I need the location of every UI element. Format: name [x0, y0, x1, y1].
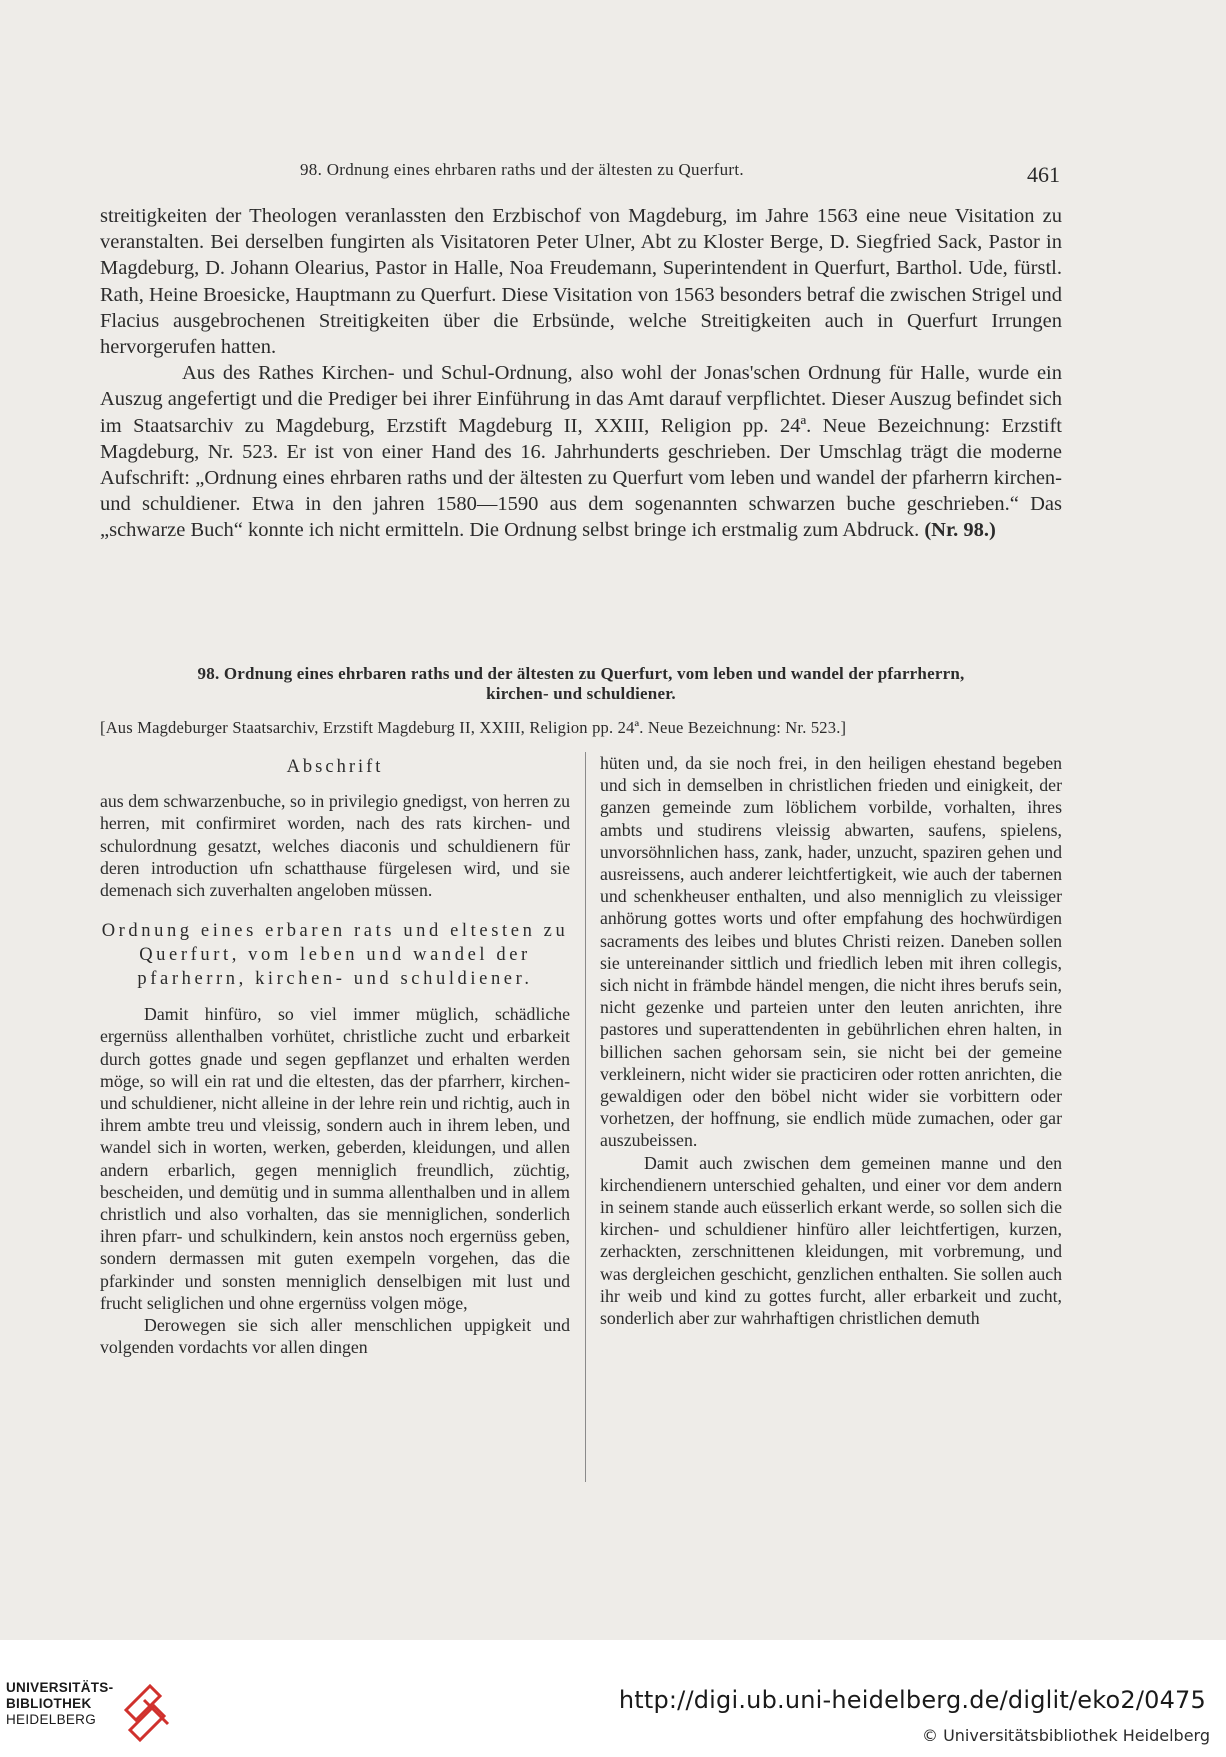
running-title: 98. Ordnung eines ehrbaren raths und der ältesten zu Querfurt. [300, 160, 744, 179]
intro-paragraph-2 [100, 360, 1062, 543]
intro-text [100, 203, 1062, 544]
left-paragraph-2: Damit hinfüro, so viel immer müglich, schädliche ergernüss allenthalben vorhütet, christliche zucht und erbarkeit durch gottes gnade und segen gepflanzet und erhalten werden möge, so will ein rat und die eltesten, das der pfarrherr, kirchen- und schuldiener, nicht alleine in der lehre rein und richtig, auch in ihrem ambte treu und vleissig, sondern auch in ihrem leben, und wandel sich in worten, werken, geberden, kleidungen, und allen andern erbarlich, gegen menniglich freundlich, züchtig, bescheiden, und demütig und in summa allenthalben und in allem christlich und also vorhalten, das sie menniglichen, sonderlich ihren pfarr- und schulkindern, kein anstos noch ergernüss geben, sondern dermassen mit guten exempeln vorgehen, das die pfarkinder und sonsten menniglich denselbigen mit lust und frucht seliglichen und ohne ergernüss volgen möge, [100, 1004, 570, 1313]
ordnung-title: Ordnung eines erbaren rats und eltesten zu Querfurt, vom leben und wandel der pfarherrn, kirchen- und schuldiener. [101, 921, 569, 990]
library-logo-icon [120, 1680, 178, 1746]
library-logo-text [6, 1680, 113, 1728]
right-column [600, 752, 1062, 1329]
section-title [100, 664, 1062, 704]
right-paragraph-1: hüten und, da sie noch frei, in den heiligen ehestand begeben und sich in demselben in christlichen frieden und einigkeit, der ganzen gemeinde zum löblichem vorbilde, vorhalten, ihres ambts und studirens vleissig abwarten, saufens, spielens, unvorsöhnlichen hass, zank, hader, unzucht, spaziren gehen und ausreissens, auch anderer leichtfertigkeit, wie auch der tabernen und schenkheuser enthalten, und also menniglich zu vleissiger anhörung gottes worts und ofter empfahung des hochwürdigen sacraments des leibes und blutes Christi reizen. Daneben sollen sie untereinander sittlich und friedlich leben mit ihren collegis, sich nicht in främbde händel mengen, die nicht ihres berufs sein, nicht gezenke und parteien unter den leuten anrichten, ihre pastores und superattendenten in gebührlichen ehren halten, in billichen sachen gehorsam sein, sie nicht bei der gemeine verkleinern, nicht wider sie practiciren oder rotten anrichten, die gewaldigen oder den böbel nicht wider sie vorbittern oder vorhetzen, der hoffnung, sie endlich müde zumachen, oder gar auszubeissen. [600, 753, 1062, 1151]
column-divider [585, 752, 586, 1482]
left-paragraph-3: Derowegen sie sich aller menschlichen uppigkeit und volgenden vordachts vor allen dingen [100, 1315, 570, 1358]
logo-line-2: BIBLIOTHEK [6, 1696, 92, 1711]
footer-bar [0, 1640, 1226, 1757]
intro-paragraph-1: streitigkeiten der Theologen veranlassten den Erzbischof von Magdeburg, im Jahre 1563 eine neue Visitation zu veranstalten. Bei derselben fungirten als Visitatoren Peter Ulner, Abt zu Kloster Berge, D. Siegfried Sack, Pastor in Magdeburg, D. Johann Olearius, Pastor in Halle, Noa Freudemann, Superintendent in Querfurt, Barthol. Ude, fürstl. Rath, Heine Broesicke, Hauptmann zu Querfurt. Diese Visitation von 1563 besonders betraf die zwischen Strigel und Flacius ausgebrochenen Streitigkeiten über die Erbsünde, welche Streitigkeiten auch in Querfurt Irrungen hervorgerufen hatten. [100, 205, 1062, 359]
right-paragraph-2: Damit auch zwischen dem gemeinen manne und den kirchendienern unterschied gehalten, und einer vor dem andern in seinem stande auch eüsserlich erkant werde, so sollen sich die kirchen- und schuldiener hinfüro aller leichtfertigen, kurzen, zerhackten, zerschnittenen kleidungen, mit vorbremung, und was dergleichen geschicht, genzlichen enthalten. Sie sollen auch ihr weib und kind zu gottes furcht, aller erbarkeit und zucht, sonderlich aber zur wahrhaftigen christlichen demuth [600, 1152, 1062, 1329]
copyright-notice: © Universitätsbibliothek Heidelberg [921, 1726, 1210, 1745]
section-title-line-2: kirchen- und schuldiener. [486, 684, 676, 703]
section-title-line-1: 98. Ordnung eines ehrbaren raths und der ältesten zu Querfurt, vom leben und wandel der pfarrherrn, [197, 664, 965, 683]
left-column [100, 756, 570, 1358]
logo-line-3: HEIDELBERG [6, 1712, 97, 1727]
logo-line-1: UNIVERSITÄTS- [6, 1680, 114, 1695]
source-note: [Aus Magdeburger Staatsarchiv, Erzstift Magdeburg II, XXIII, Religion pp. 24ª. Neue Bezeichnung: Nr. 523.] [100, 718, 847, 737]
intro-paragraph-2-ref: (Nr. 98.) [924, 519, 996, 542]
permalink-url[interactable]: http://digi.ub.uni-heidelberg.de/diglit/eko2/0475 [618, 1686, 1206, 1714]
intro-paragraph-2-text: Aus des Rathes Kirchen- und Schul-Ordnung, also wohl der Jonas'schen Ordnung für Halle, wurde ein Auszug angefertigt und die Prediger bei ihrer Einführung in das Amt darauf verpflichtet. Dieser Auszug befindet sich im Staatsarchiv zu Magdeburg, Erzstift Magdeburg II, XXIII, Religion pp. 24ª. Neue Bezeichnung: Erzstift Magdeburg, Nr. 523. Er ist von einer Hand des 16. Jahrhunderts geschrieben. Der Umschlag trägt die moderne Aufschrift: „Ordnung eines ehrbaren raths und der ältesten zu Querfurt vom leben und wandel der pfarherrn kirchen- und schuldiener. Etwa in den jahren 1580—1590 aus dem sogenannten schwarzen buche geschrieben.“ Das „schwarze Buch“ konnte ich nicht ermitteln. Die Ordnung selbst bringe ich erstmalig zum Abdruck. [100, 362, 1062, 542]
left-paragraph-1: aus dem schwarzenbuche, so in privilegio gnedigst, von herren zu herren, mit confirmiret worden, nach des rats kirchen- und schulordnung gesatzt, welches diaconis und schuldienern für deren introduction ufn schatthause fürgelesen wird, und sie demenach sich zuverhalten angeloben müssen. [100, 791, 570, 901]
abschrift-heading: Abschrift [286, 757, 384, 777]
running-header [100, 160, 1068, 190]
page-number: 461 [1027, 162, 1060, 187]
